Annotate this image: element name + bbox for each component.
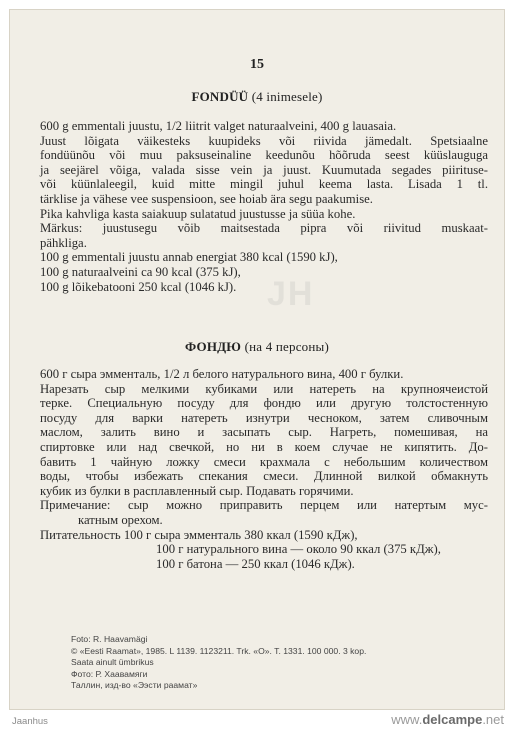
estonian-title-main: FONDÜÜ: [191, 89, 249, 104]
russian-title: [9, 339, 505, 355]
imprint-footer: [71, 634, 491, 692]
estonian-recipe-text: [40, 119, 488, 294]
text-line: 100 г батона — 250 ккал (1046 кДж).: [156, 556, 355, 571]
text-line: спиртовке или над свечкой, но ни в коем случае не кипятить. До-: [40, 439, 488, 454]
text-line: Juust lõigata väikesteks kuupideks või riivida jämedalt. Spetsiaalne: [40, 133, 488, 148]
russian-recipe-text: [40, 367, 488, 571]
text-line: 600 g emmentali juustu, 1/2 liitrit valget naturaalveini, 400 g lauasaia.: [40, 119, 397, 133]
text-line: ja seejärel võiga, valada sisse vein ja juust. Kuumutada segades piirituse-: [40, 162, 488, 177]
watermark-suffix: .net: [482, 712, 504, 727]
footer-line: Saata ainult ümbrikus: [71, 657, 154, 667]
postcard-page: [9, 9, 505, 710]
text-line: катным орехом.: [78, 512, 163, 527]
footer-line: Таллин, изд-во «Ээсти раамат»: [71, 680, 198, 690]
text-line: fondüünõu või muu paksuseinaline keedunõu hõõruda seest küüslauguga: [40, 148, 488, 163]
text-line: pähkliga.: [40, 235, 87, 250]
text-line: 100 g emmentali juustu annab energiat 380 kcal (1590 kJ),: [40, 250, 338, 265]
text-line: 100 g naturaalveini ca 90 kcal (375 kJ),: [40, 264, 241, 279]
text-line: Питательность 100 г сыра эмменталь 380 ккал (1590 кДж),: [40, 527, 358, 542]
text-line: 100 г натурального вина — около 90 ккал (375 кДж),: [156, 542, 441, 557]
text-line: Нарезать сыр мелкими кубиками или натереть на крупноячеистой: [40, 381, 488, 396]
image-watermark: JH: [267, 275, 315, 313]
russian-title-sub: (на 4 персоны): [244, 339, 329, 354]
watermark-right: [391, 712, 504, 727]
text-line: või küünlaleegil, kuid mitte mingil juhul keema lasta. Lisada 1 tl.: [40, 177, 488, 192]
estonian-title: [9, 89, 505, 105]
text-line: кубик из булки в расплавленный сыр. Подавать горячими.: [40, 483, 354, 498]
text-line: tärklise ja vähese vee suspensioon, see hoiab ära segu paakumise.: [40, 191, 373, 206]
text-line: 600 г сыра эмменталь, 1/2 л белого натурального вина, 400 г булки.: [40, 367, 404, 381]
text-line: посуду для варки натереть изнутри чесноком, затем сливочным: [40, 410, 488, 425]
footer-line: Фото: Р. Хаавамяги: [71, 668, 148, 679]
text-line: Pika kahvliga kasta saiakuup sulatatud juustusse ja süüa kohe.: [40, 206, 356, 221]
text-line: Примечание: сыр можно приправить перцем или натертым мус-: [40, 498, 488, 513]
page-number: 15: [250, 57, 264, 72]
text-line: бавить 1 чайную ложку смеси крахмала с небольшим количеством: [40, 454, 488, 469]
estonian-title-sub: (4 inimesele): [251, 89, 323, 104]
text-line: терке. Специальную посуду для фондю или другую толстостенную: [40, 396, 488, 411]
footer-line: © «Eesti Raamat», 1985. L 1139. 1123211. Trk. «O». T. 1331. 100 000. 3 kop.: [71, 645, 367, 656]
text-line: воды, чтобы избежать спекания смеси. Длинной вилкой обмакнуть: [40, 469, 488, 484]
text-line: Märkus: juustusegu võib maitsestada pipra või riivitud muskaat-: [40, 221, 488, 236]
watermark-brand: delcampe: [422, 712, 483, 727]
footer-line: Foto: R. Haavamägi: [71, 634, 148, 644]
watermark-left: Jaanhus: [12, 716, 48, 727]
russian-title-main: ФОНДЮ: [185, 339, 242, 354]
text-line: маслом, залить вино и засыпать сыр. Нагреть, помешивая, на: [40, 425, 488, 440]
watermark-prefix: www.: [391, 712, 423, 727]
text-line: 100 g lõikebatooni 250 kcal (1046 kJ).: [40, 279, 237, 294]
